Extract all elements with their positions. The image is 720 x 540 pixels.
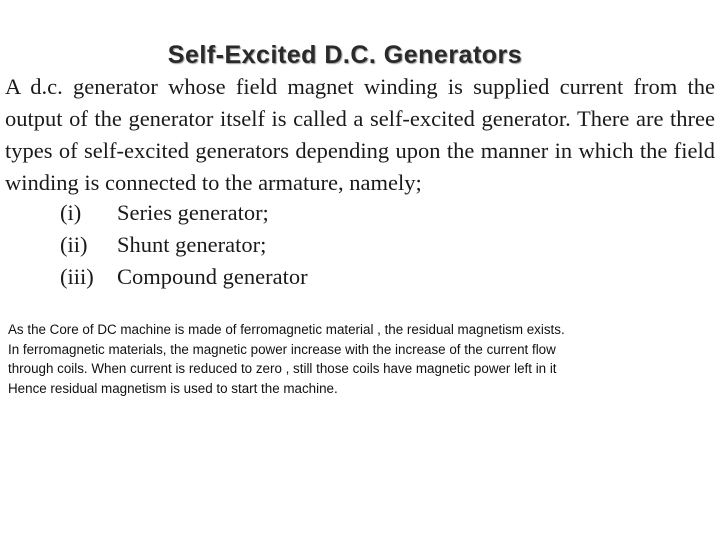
list-item-number: (i) <box>60 200 82 225</box>
residual-magnetism-note <box>8 320 716 398</box>
generator-types-list <box>60 197 308 293</box>
list-item-label: Series generator; <box>117 200 269 225</box>
list-item <box>60 197 308 229</box>
list-item <box>60 229 308 261</box>
list-item-number: (iii) <box>60 264 94 289</box>
note-line: As the Core of DC machine is made of ferromagnetic material , the residual magnetism exists. <box>8 322 565 337</box>
list-item-number: (ii) <box>60 232 88 257</box>
intro-paragraph: A d.c. generator whose field magnet winding is supplied current from the output of the generator itself is called a self-excited generator. There are three types of self-excited generators depending upon the manner in which the field winding is connected to the armature, namely; <box>5 74 715 195</box>
note-line: through coils. When current is reduced to zero , still those coils have magnetic power left in it <box>8 361 557 376</box>
note-line: Hence residual magnetism is used to start the machine. <box>8 380 338 396</box>
list-item <box>60 261 308 293</box>
note-line: In ferromagnetic materials, the magnetic power increase with the increase of the current flow <box>8 341 556 357</box>
list-item-label: Shunt generator; <box>117 232 267 257</box>
list-item-label: Compound generator <box>117 264 308 289</box>
slide-title: Self-Excited D.C. Generators <box>167 40 523 69</box>
